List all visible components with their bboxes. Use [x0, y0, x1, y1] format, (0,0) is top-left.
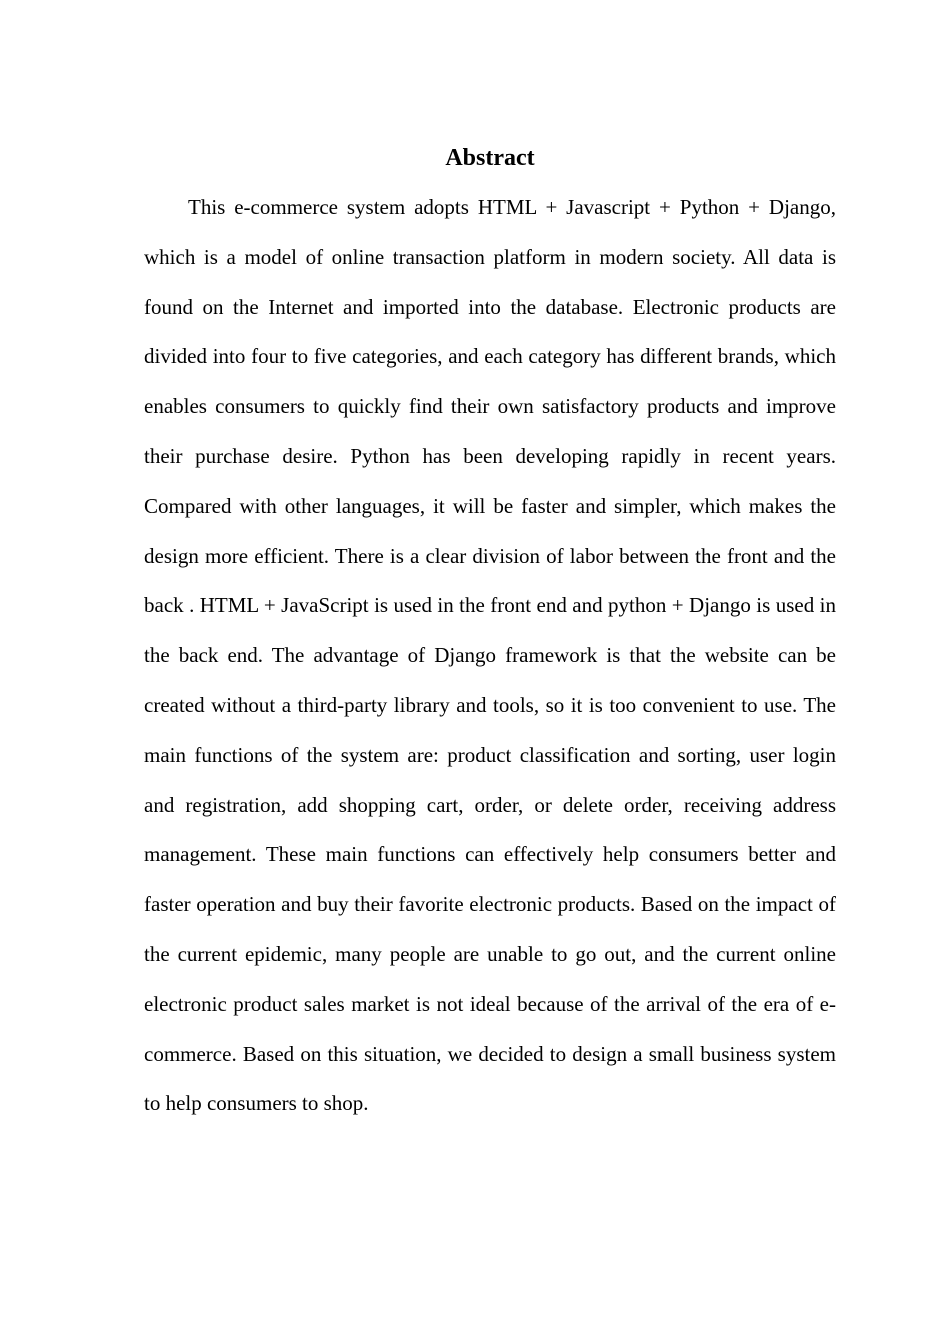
- abstract-heading: Abstract: [445, 145, 535, 171]
- abstract-paragraph: This e-commerce system adopts HTML + Javascript + Python + Django, which is a model of online transaction platform in modern society. All data is found on the Internet and imported into the database. Electronic products are divided into four to five categories, and each category has different brands, which enables consumers to quickly find their own satisfactory products and improve their purchase desire. Python has been developing rapidly in recent years. Compared with other languages, it will be faster and simpler, which makes the design more efficient. There is a clear division of labor between the front and the back . HTML + JavaScript is used in the front end and python + Django is used in the back end. The advantage of Django framework is that the website can be created without a third-party library and tools, so it is too convenient to use. The main functions of the system are: product classification and sorting, user login and registration, add shopping cart, order, or delete order, receiving address management. These main functions can effectively help consumers better and faster operation and buy their favorite electronic products. Based on the impact of the current epidemic, many people are unable to go out, and the current online electronic product sales market is not ideal because of the arrival of the era of e-commerce. Based on this situation, we decided to design a small business system to help consumers to shop.: [144, 195, 836, 1116]
